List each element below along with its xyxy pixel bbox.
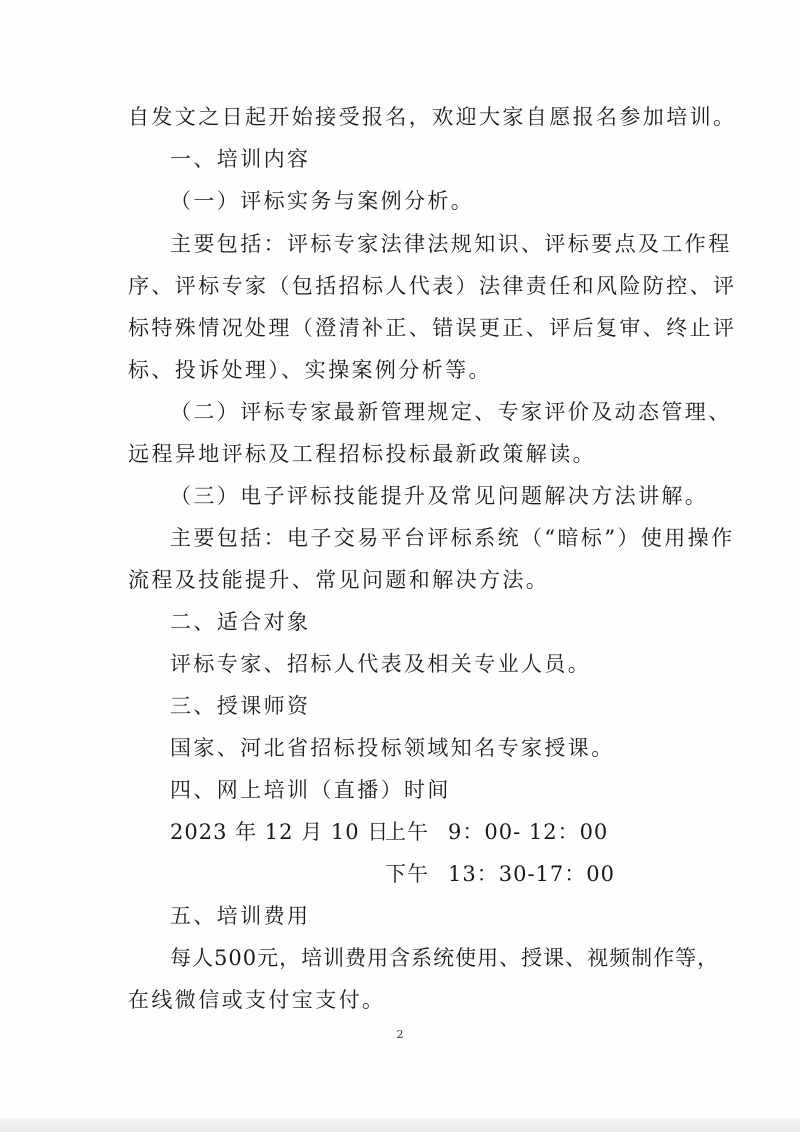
paragraph-main-content-1-cont: 标特殊情况处理（澄清补正、错误更正、评后复审、终止评 (128, 316, 737, 340)
subheading-management-rules-cont: 远程异地评标及工程招标投标最新政策解读。 (128, 442, 596, 466)
heading-training-time: 四、网上培训（直播）时间 (170, 778, 451, 802)
schedule-date: 2023 年 12 月 10 日 (170, 820, 390, 844)
paragraph-main-content-1-cont: 标、投诉处理）、实操案例分析等。 (128, 358, 492, 382)
schedule-afternoon-label: 下午 (385, 862, 429, 886)
subheading-management-rules: （二）评标专家最新管理规定、专家评价及动态管理、 (170, 400, 732, 424)
schedule-morning-time: 9：00- 12：00 (448, 820, 609, 844)
heading-training-content: 一、培训内容 (170, 147, 311, 171)
paragraph-main-content-3: 主要包括：电子交易平台评标系统（“暗标”）使用操作 (170, 526, 735, 550)
paragraph-instructors: 国家、河北省招标投标领域知名专家授课。 (170, 736, 615, 760)
heading-target-audience: 二、适合对象 (170, 610, 311, 634)
subheading-evaluation-practice: （一）评标实务与案例分析。 (170, 189, 475, 213)
paragraph-main-content-3-cont: 流程及技能提升、常见问题和解决方法。 (128, 568, 550, 592)
subheading-electronic-evaluation: （三）电子评标技能提升及常见问题解决方法讲解。 (170, 484, 709, 508)
heading-instructors: 三、授课师资 (170, 694, 311, 718)
page-bottom-edge (0, 1118, 800, 1132)
paragraph-training-fee: 每人500元，培训费用含系统使用、授课、视频制作等， (170, 946, 720, 970)
schedule-morning-label: 上午 (385, 820, 429, 844)
schedule-afternoon-time: 13：30-17：00 (448, 862, 615, 886)
paragraph-payment: 在线微信或支付宝支付。 (128, 988, 386, 1012)
paragraph-main-content-1-cont: 序、评标专家（包括招标人代表）法律责任和风险防控、评 (128, 274, 737, 298)
paragraph-main-content-1: 主要包括：评标专家法律法规知识、评标要点及工作程 (170, 232, 732, 256)
page-number: 2 (396, 1028, 404, 1041)
paragraph-registration: 自发文之日起开始接受报名，欢迎大家自愿报名参加培训。 (128, 105, 737, 129)
heading-training-fee: 五、培训费用 (170, 904, 311, 928)
paragraph-target-audience: 评标专家、招标人代表及相关专业人员。 (170, 652, 592, 676)
